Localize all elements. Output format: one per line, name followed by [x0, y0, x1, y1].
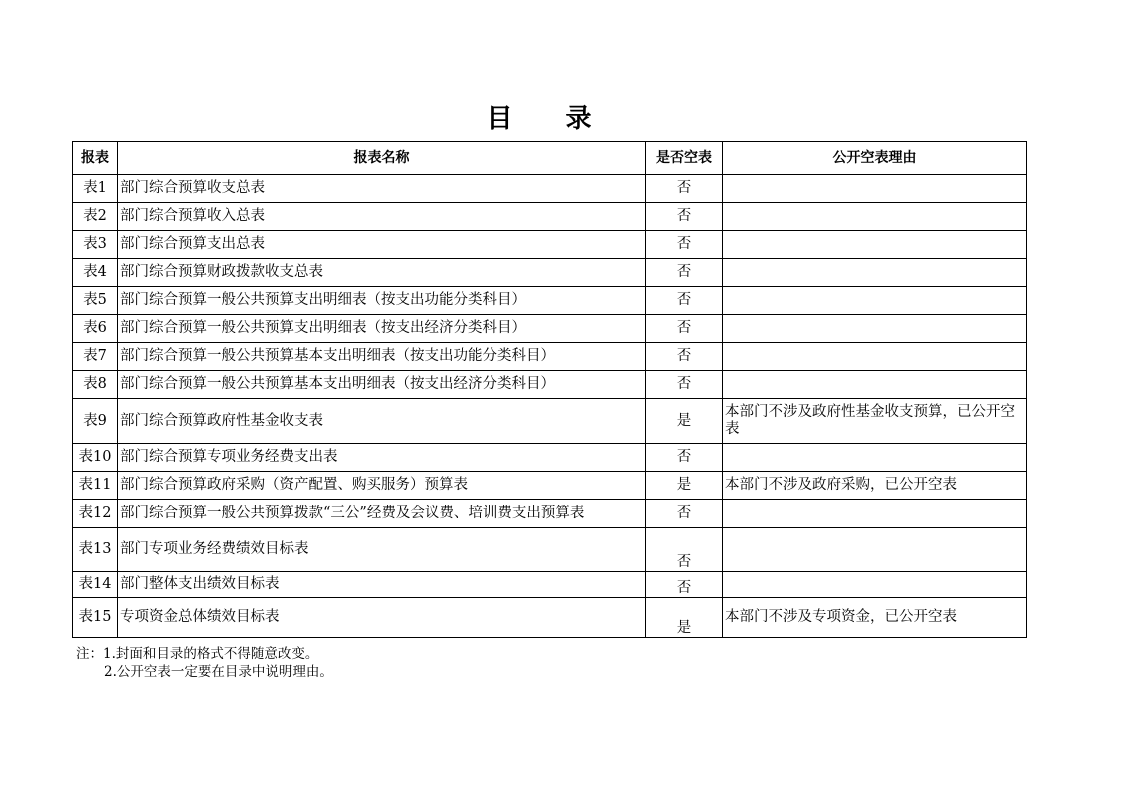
empty-reason: 本部门不涉及政府性基金收支预算，已公开空表: [723, 399, 1027, 444]
report-name: 部门综合预算政府性基金收支表: [118, 399, 646, 444]
report-name: 部门综合预算专项业务经费支出表: [118, 444, 646, 472]
report-no: 表3: [73, 231, 118, 259]
report-no: 表12: [73, 500, 118, 528]
note-line-2: 2.公开空表一定要在目录中说明理由。: [104, 664, 333, 680]
directory-table: [72, 141, 1027, 638]
empty-reason: [723, 371, 1027, 399]
is-empty: 是: [646, 399, 723, 444]
empty-reason: [723, 175, 1027, 203]
report-no: 表6: [73, 315, 118, 343]
is-empty: 否: [646, 371, 723, 399]
report-no: 表14: [73, 572, 118, 598]
report-no: 表13: [73, 528, 118, 572]
report-name: [118, 500, 646, 528]
table-row: [73, 231, 1027, 259]
report-name: 部门综合预算一般公共预算支出明细表（按支出功能分类科目）: [118, 287, 646, 315]
is-empty: 是: [646, 598, 723, 638]
empty-reason: [723, 203, 1027, 231]
is-empty: 否: [646, 500, 723, 528]
empty-reason: [723, 231, 1027, 259]
table-row: [73, 371, 1027, 399]
header-is-empty: 是否空表: [646, 142, 723, 175]
empty-reason: 本部门不涉及政府采购，已公开空表: [723, 472, 1027, 500]
report-name: 部门综合预算一般公共预算基本支出明细表（按支出功能分类科目）: [118, 343, 646, 371]
report-name: 专项资金总体绩效目标表: [118, 598, 646, 638]
table-row: [73, 444, 1027, 472]
is-empty: 否: [646, 528, 723, 572]
report-name: 部门综合预算财政拨款收支总表: [118, 259, 646, 287]
table-row: [73, 343, 1027, 371]
table-row: [73, 572, 1027, 598]
table-row: [73, 259, 1027, 287]
report-name: 部门整体支出绩效目标表: [118, 572, 646, 598]
table-row: [73, 399, 1027, 444]
report-no: 表9: [73, 399, 118, 444]
report-no: 表4: [73, 259, 118, 287]
table-row: [73, 472, 1027, 500]
empty-reason: [723, 444, 1027, 472]
empty-reason: [723, 500, 1027, 528]
report-name: 部门综合预算收支总表: [118, 175, 646, 203]
report-no: 表1: [73, 175, 118, 203]
empty-reason: [723, 259, 1027, 287]
header-report-name: 报表名称: [118, 142, 646, 175]
report-no: 表8: [73, 371, 118, 399]
is-empty: 是: [646, 472, 723, 500]
table-row: [73, 528, 1027, 572]
is-empty: 否: [646, 259, 723, 287]
is-empty: 否: [646, 175, 723, 203]
header-empty-reason: 公开空表理由: [723, 142, 1027, 175]
empty-reason: [723, 315, 1027, 343]
report-name: 部门综合预算一般公共预算支出明细表（按支出经济分类科目）: [118, 315, 646, 343]
report-name: 部门综合预算一般公共预算基本支出明细表（按支出经济分类科目）: [118, 371, 646, 399]
table-header-row: [73, 142, 1027, 175]
table-row: [73, 598, 1027, 638]
report-name: 部门综合预算支出总表: [118, 231, 646, 259]
header-report-no: 报表: [73, 142, 118, 175]
empty-reason: [723, 343, 1027, 371]
empty-reason: [723, 572, 1027, 598]
is-empty: 否: [646, 572, 723, 598]
empty-reason: 本部门不涉及专项资金，已公开空表: [723, 598, 1027, 638]
report-name: 部门专项业务经费绩效目标表: [118, 528, 646, 572]
report-no: 表5: [73, 287, 118, 315]
report-name-text: 部门综合预算一般公共预算拨款“三公”经费及会议费、培训费支出预算表: [120, 505, 585, 521]
is-empty: 否: [646, 203, 723, 231]
report-no: 表7: [73, 343, 118, 371]
empty-reason: [723, 287, 1027, 315]
report-name: 部门综合预算收入总表: [118, 203, 646, 231]
report-no: 表10: [73, 444, 118, 472]
report-name: 部门综合预算政府采购（资产配置、购买服务）预算表: [118, 472, 646, 500]
page-title: 目 录: [486, 104, 614, 134]
table-row: [73, 175, 1027, 203]
is-empty: 否: [646, 287, 723, 315]
empty-reason: [723, 528, 1027, 572]
table-row: [73, 287, 1027, 315]
report-no: 表11: [73, 472, 118, 500]
report-no: 表15: [73, 598, 118, 638]
is-empty: 否: [646, 444, 723, 472]
report-no: 表2: [73, 203, 118, 231]
table-row: [73, 500, 1027, 528]
table-row: [73, 315, 1027, 343]
is-empty: 否: [646, 315, 723, 343]
table-row: [73, 203, 1027, 231]
note-line-1: 注：1.封面和目录的格式不得随意改变。: [76, 646, 319, 662]
is-empty: 否: [646, 343, 723, 371]
is-empty: 否: [646, 231, 723, 259]
